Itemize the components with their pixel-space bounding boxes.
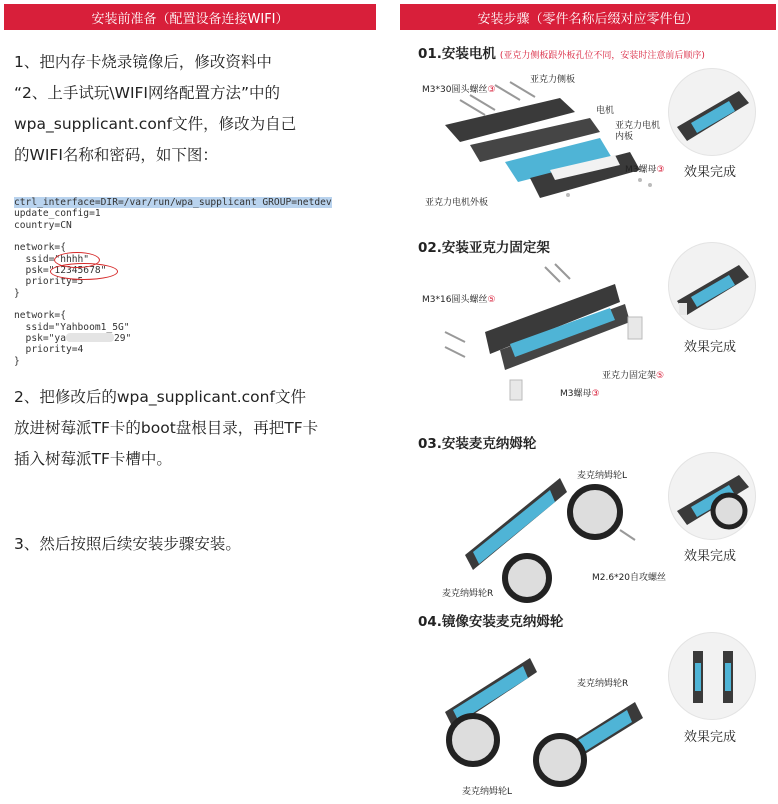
- step1-title: 01.安装电机 (亚克力侧板跟外板孔位不同，安装时注意前后顺序): [418, 46, 705, 62]
- step2-label-screw: M3*16圆头螺丝⑤: [422, 295, 496, 305]
- step4-title: 04.镜像安装麦克纳姆轮: [418, 614, 564, 630]
- step2-label-bracket: 亚克力固定架⑤: [602, 371, 665, 381]
- instruction-line: “2、上手试玩\WIFI网络配置方法”中的: [14, 84, 281, 102]
- step2-title: 02.安装亚克力固定架: [418, 240, 550, 256]
- step4-label-wheel-l: 麦克纳姆轮L: [462, 787, 513, 797]
- code-line: country=CN: [14, 219, 72, 231]
- instruction-line: wpa_supplicant.conf文件，修改为自己: [14, 115, 297, 133]
- step1-result-thumbnail: [668, 68, 756, 156]
- step1-done-label: 效果完成: [684, 165, 737, 180]
- code-line: psk="12345678": [14, 264, 107, 276]
- code-line: ctrl_interface=DIR=/var/run/wpa_supplicant GROUP=netdev: [14, 197, 332, 208]
- instruction-line: 2、把修改后的wpa_supplicant.conf文件: [14, 388, 306, 406]
- left-section-banner: 安装前准备（配置设备连接WIFI）: [4, 4, 376, 30]
- step2-result-thumbnail: [668, 242, 756, 330]
- code-line: priority=5: [14, 276, 84, 288]
- step3-instruction: 3、然后按照后续安装步骤安装。: [14, 535, 241, 553]
- code-fragment: 29": [113, 332, 132, 344]
- code-line: network={: [14, 242, 66, 254]
- step1-instruction: [14, 47, 370, 171]
- result-car-drawing: [669, 633, 756, 720]
- step3-label-wheel-l: 麦克纳姆轮L: [577, 471, 628, 481]
- instruction-line: 插入树莓派TF卡槽中。: [14, 450, 172, 468]
- result-car-drawing: [669, 69, 756, 156]
- step1-label-outer-plate: 亚克力电机外板: [425, 198, 489, 208]
- instruction-line: 的WIFI名称和密码，如下图：: [14, 146, 218, 164]
- step3-title: 03.安装麦克纳姆轮: [418, 436, 537, 452]
- step1-note: (亚克力侧板跟外板孔位不同，安装时注意前后顺序): [499, 51, 705, 61]
- code-line: }: [14, 287, 20, 299]
- step2-instruction: [14, 382, 370, 475]
- wpa-config-code: [14, 197, 374, 367]
- step1-label-side-plate: 亚克力侧板: [530, 75, 576, 85]
- step3-result-thumbnail: [668, 452, 756, 540]
- step4-exploded-diagram: [435, 640, 665, 800]
- instruction-line: 放进树莓派TF卡的boot盘根目录，再把TF卡: [14, 419, 319, 437]
- result-car-drawing: [669, 243, 756, 330]
- step4-done-label: 效果完成: [684, 730, 737, 745]
- step1-label-nut: M3螺母③: [625, 165, 665, 175]
- step4-result-thumbnail: [668, 632, 756, 720]
- step4-label-wheel-r: 麦克纳姆轮R: [577, 679, 629, 689]
- step3-done-label: 效果完成: [684, 549, 737, 564]
- code-line: network={: [14, 310, 66, 322]
- code-fragment: psk="ya: [14, 332, 66, 344]
- code-line: update_config=1: [14, 208, 101, 220]
- right-section-banner: 安装步骤（零件名称后缀对应零件包）: [400, 4, 776, 30]
- step1-label-screw: M3*30圆头螺丝③: [422, 85, 496, 95]
- code-line: ssid="hhhh": [14, 253, 90, 265]
- code-line: ssid="Yahboom1_5G": [14, 321, 130, 333]
- code-line: priority=4: [14, 344, 84, 356]
- result-car-drawing: [669, 453, 756, 540]
- step2-label-nut: M3螺母③: [560, 389, 600, 399]
- step2-done-label: 效果完成: [684, 340, 737, 355]
- instruction-line: 1、把内存卡烧录镜像后，修改资料中: [14, 53, 272, 71]
- redaction-blur: [66, 333, 114, 342]
- code-line: [14, 333, 374, 344]
- step1-label-motor: 电机: [596, 106, 615, 116]
- step1-label-inner-plate: 亚克力电机 内板: [615, 121, 661, 142]
- step3-label-screw: M2.6*20自攻螺丝: [592, 573, 667, 583]
- step2-exploded-diagram: [440, 262, 660, 402]
- psk-highlight-circle: [50, 263, 118, 280]
- step3-label-wheel-r: 麦克纳姆轮R: [442, 589, 494, 599]
- code-line: }: [14, 355, 20, 367]
